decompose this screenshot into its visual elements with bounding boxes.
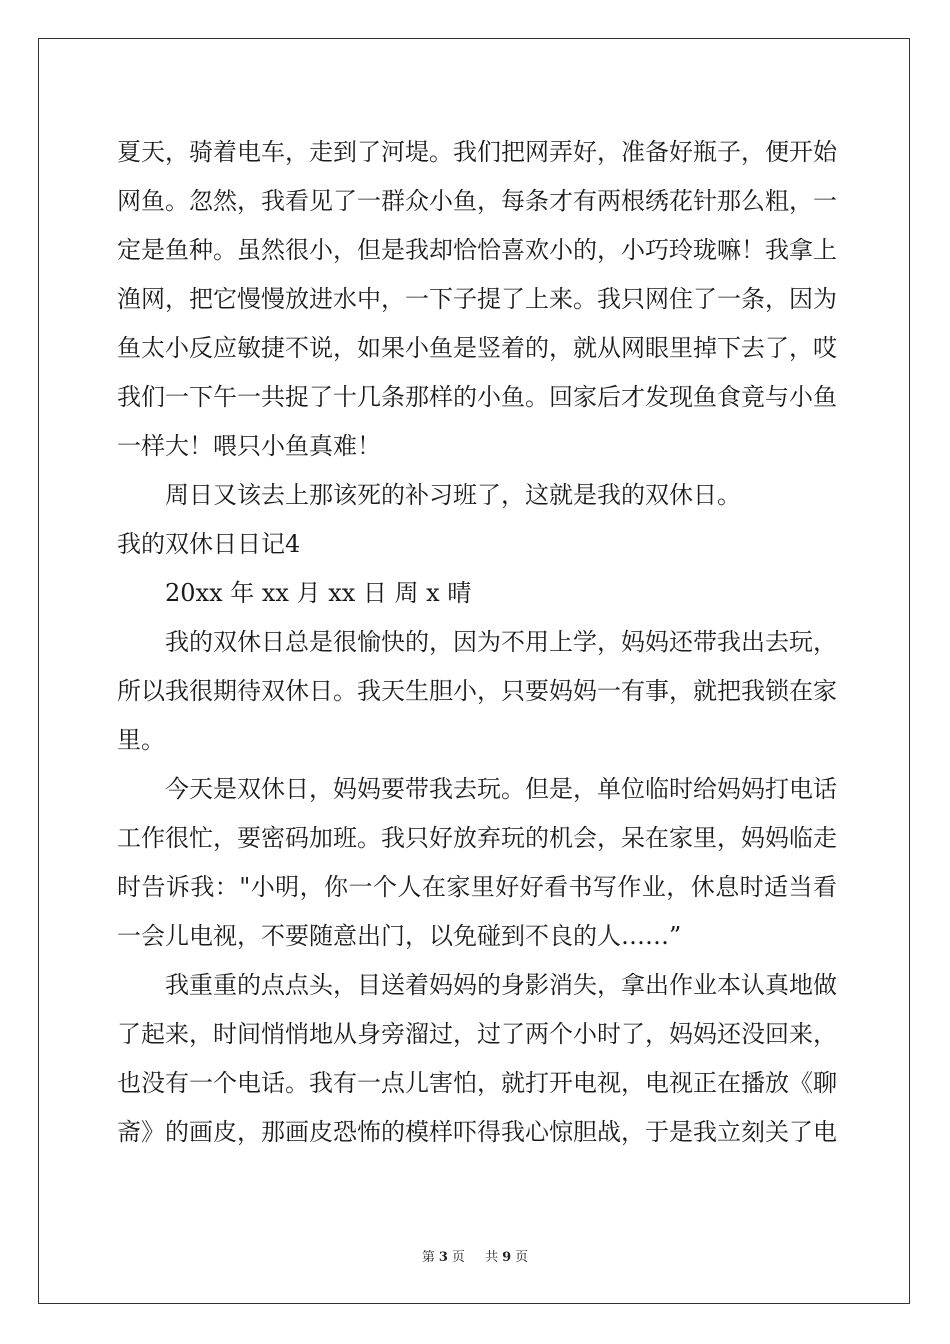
- text-line: 我们一下午一共捉了十几条那样的小鱼。回家后才发现鱼食竟与小鱼: [117, 383, 837, 411]
- text-line: 我的双休日总是很愉快的，因为不用上学，妈妈还带我出去玩，: [165, 628, 837, 656]
- page-footer: [0, 1246, 950, 1265]
- text-line: 我重重的点点头，目送着妈妈的身影消失，拿出作业本认真地做: [165, 971, 837, 999]
- text-line: 一样大！喂只小鱼真难！: [117, 432, 381, 460]
- total-prefix: 共: [485, 1250, 499, 1265]
- text-line: 所以我很期待双休日。我天生胆小，只要妈妈一有事，就把我锁在家: [117, 677, 837, 705]
- page-prefix: 第: [421, 1250, 435, 1265]
- page-indicator: [418, 1250, 469, 1265]
- text-line: 斋》的画皮，那画皮恐怖的模样吓得我心惊胆战，于是我立刻关了电: [117, 1118, 837, 1146]
- text-line: 鱼太小反应敏捷不说，如果小鱼是竖着的，就从网眼里掉下去了，哎: [117, 334, 837, 362]
- text-line: 我的双休日日记4: [117, 530, 301, 558]
- text-line: 今天是双休日，妈妈要带我去玩。但是，单位临时给妈妈打电话: [165, 775, 837, 803]
- text-line: 也没有一个电话。我有一点儿害怕，就打开电视，电视正在播放《聊: [117, 1069, 837, 1097]
- text-line: 20xx 年 xx 月 xx 日 周 x 晴: [165, 579, 472, 607]
- text-line: 网鱼。忽然，我看见了一群众小鱼，每条才有两根绣花针那么粗，一: [117, 187, 837, 215]
- text-line: 时告诉我："小明，你一个人在家里好好看书写作业，休息时适当看: [117, 873, 837, 901]
- total-suffix: 页: [515, 1250, 529, 1265]
- text-line: 定是鱼种。虽然很小，但是我却恰恰喜欢小的，小巧玲珑嘛！我拿上: [117, 236, 837, 264]
- document-body: [117, 128, 837, 1157]
- total-indicator: [481, 1250, 532, 1265]
- text-line: 渔网，把它慢慢放进水中，一下子提了上来。我只网住了一条，因为: [117, 285, 837, 313]
- text-line: 周日又该去上那该死的补习班了，这就是我的双休日。: [165, 481, 741, 509]
- text-line: 夏天，骑着电车，走到了河堤。我们把网弄好，准备好瓶子，便开始: [117, 138, 837, 166]
- text-line: 了起来，时间悄悄地从身旁溜过，过了两个小时了，妈妈还没回来，: [117, 1020, 837, 1048]
- page-number: 3: [438, 1250, 448, 1265]
- text-line: 一会儿电视，不要随意出门，以免碰到不良的人……”: [117, 922, 682, 950]
- text-line: 工作很忙，要密码加班。我只好放弃玩的机会，呆在家里，妈妈临走: [117, 824, 837, 852]
- text-line: 里。: [117, 726, 165, 754]
- page-suffix: 页: [451, 1250, 465, 1265]
- total-pages: 9: [502, 1250, 512, 1265]
